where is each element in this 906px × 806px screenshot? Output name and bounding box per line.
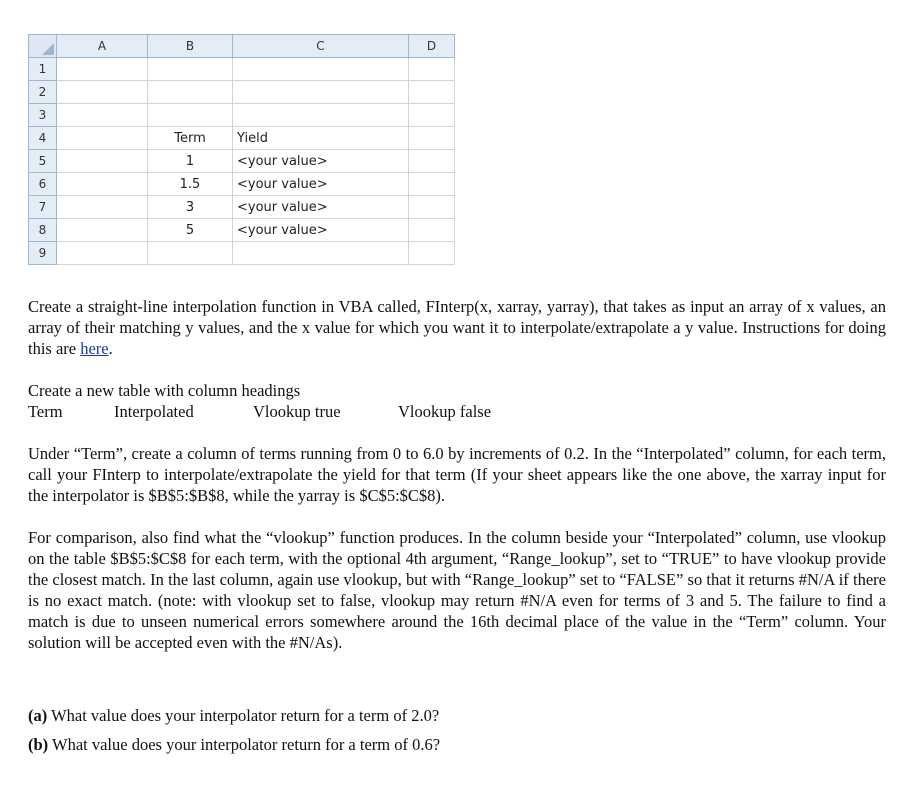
instructions-link[interactable]: here	[80, 339, 109, 358]
cell[interactable]	[409, 150, 455, 173]
cell[interactable]	[148, 242, 233, 265]
cell[interactable]	[148, 104, 233, 127]
cell[interactable]	[148, 81, 233, 104]
row-header[interactable]: 7	[29, 196, 57, 219]
cell-yield[interactable]: <your value>	[233, 150, 409, 173]
table-intro: Create a new table with column headings	[28, 381, 301, 400]
heading-vlookup-false: Vlookup false	[398, 402, 492, 421]
row-header[interactable]: 6	[29, 173, 57, 196]
sheet-row	[29, 150, 455, 173]
cell[interactable]	[57, 242, 148, 265]
cell[interactable]	[57, 219, 148, 242]
sheet-row	[29, 81, 455, 104]
select-all-corner[interactable]	[29, 35, 57, 58]
heading-vlookup-true: Vlookup true	[253, 402, 341, 421]
cell[interactable]	[57, 196, 148, 219]
cell-yield[interactable]: <your value>	[233, 173, 409, 196]
cell[interactable]	[57, 150, 148, 173]
question-a	[28, 705, 439, 726]
cell[interactable]	[233, 104, 409, 127]
intro-text: Create a straight-line interpolation function in VBA called, FInterp(x, xarray, yarray), that takes as input an array of x values, an array of their matching y values, and the x value for which you want it to interpolate/extrapolate a y value. Instructions for doing this are	[28, 297, 886, 358]
intro-paragraph	[28, 296, 886, 359]
cell[interactable]	[409, 242, 455, 265]
cell-term[interactable]: 1.5	[148, 173, 233, 196]
column-header-b[interactable]: B	[148, 35, 233, 58]
row-header[interactable]: 9	[29, 242, 57, 265]
cell[interactable]	[409, 81, 455, 104]
question-b-label: (b)	[28, 735, 49, 754]
vlookup-paragraph: For comparison, also find what the “vlookup” function produces. In the column beside your “Interpolated” column, use vlookup on the table $B$5:$C$8 for each term, with the optional 4th argument, “Range_lookup”, set to “TRUE” to have vlookup provide the closest match. In the last column, again use vlookup, but with “Range_lookup” set to “FALSE” so that it returns #N/A if there is no exact match. (note: with vlookup set to false, vlookup may return #N/A even for terms of 3 and 5. The failure to find a match is due to unseen numerical errors somewhere around the 16th decimal place of the value in the “Term” column. Your solution will be accepted even with the #N/As).	[28, 528, 886, 652]
cell-yield-header[interactable]: Yield	[233, 127, 409, 150]
cell-term[interactable]: 1	[148, 150, 233, 173]
cell[interactable]	[409, 127, 455, 150]
cell[interactable]	[409, 173, 455, 196]
row-header[interactable]: 1	[29, 58, 57, 81]
sheet-row	[29, 127, 455, 150]
cell[interactable]	[409, 196, 455, 219]
cell-term[interactable]: 3	[148, 196, 233, 219]
heading-interpolated: Interpolated	[114, 402, 194, 421]
cell[interactable]	[57, 58, 148, 81]
row-header[interactable]: 3	[29, 104, 57, 127]
cell-yield[interactable]: <your value>	[233, 219, 409, 242]
question-b	[28, 734, 440, 755]
spreadsheet	[28, 34, 455, 265]
cell[interactable]	[57, 104, 148, 127]
cell[interactable]	[233, 242, 409, 265]
cell-yield[interactable]: <your value>	[233, 196, 409, 219]
cell[interactable]	[148, 58, 233, 81]
cell[interactable]	[409, 219, 455, 242]
cell[interactable]	[57, 173, 148, 196]
intro-end: .	[108, 339, 113, 358]
cell[interactable]	[233, 81, 409, 104]
cell-term[interactable]: 5	[148, 219, 233, 242]
term-paragraph: Under “Term”, create a column of terms running from 0 to 6.0 by increments of 0.2. In the “Interpolated” column, for each term, call your FInterp to interpolate/extrapolate the yield for that term (If your sheet appears like the one above, the xarray input for the interpolator is $B$5:$B$8, while the yarray is $C$5:$C$8).	[28, 444, 886, 505]
row-header[interactable]: 4	[29, 127, 57, 150]
sheet-row	[29, 173, 455, 196]
cell[interactable]	[57, 81, 148, 104]
row-header[interactable]: 2	[29, 81, 57, 104]
row-header[interactable]: 8	[29, 219, 57, 242]
heading-term: Term	[28, 402, 63, 421]
cell[interactable]	[409, 58, 455, 81]
cell[interactable]	[233, 58, 409, 81]
sheet-row	[29, 219, 455, 242]
spreadsheet-grid	[28, 34, 455, 265]
question-a-label: (a)	[28, 706, 48, 725]
question-a-text: What value does your interpolator return for a term of 2.0?	[51, 706, 440, 725]
column-header-d[interactable]: D	[409, 35, 455, 58]
cell-term-header[interactable]: Term	[148, 127, 233, 150]
sheet-row	[29, 196, 455, 219]
cell[interactable]	[57, 127, 148, 150]
row-header[interactable]: 5	[29, 150, 57, 173]
sheet-row	[29, 242, 455, 265]
column-header-a[interactable]: A	[57, 35, 148, 58]
column-header-row	[29, 35, 455, 58]
column-header-c[interactable]: C	[233, 35, 409, 58]
sheet-row	[29, 104, 455, 127]
sheet-row	[29, 58, 455, 81]
question-b-text: What value does your interpolator return for a term of 0.6?	[52, 735, 441, 754]
cell[interactable]	[409, 104, 455, 127]
